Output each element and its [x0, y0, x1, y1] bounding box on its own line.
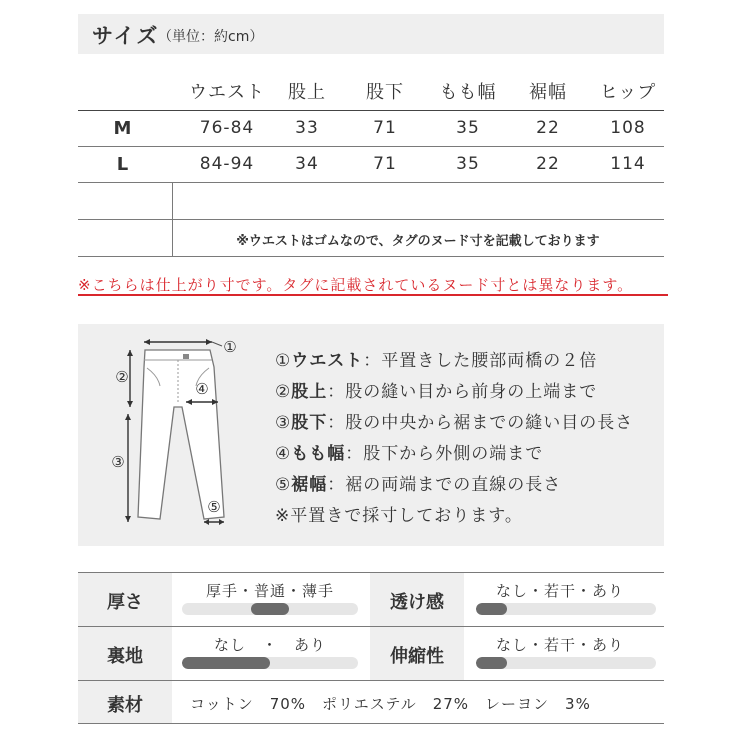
lining-label: 裏地: [107, 646, 143, 667]
table-cell: 108: [610, 118, 646, 138]
row-size-l: L: [116, 154, 130, 175]
table-cell: 22: [536, 154, 560, 174]
table-divider: [78, 219, 664, 220]
warning-underline: [78, 294, 668, 296]
col-header-rise: 股上: [288, 82, 326, 103]
diagram-marker: ④: [195, 380, 209, 398]
transparency-bar: [476, 603, 656, 615]
thickness-bar-fill: [251, 603, 290, 615]
size-unit: （単位：約cm）: [158, 29, 264, 45]
table-divider: [78, 256, 664, 257]
table-cell: 76-84: [199, 118, 255, 138]
stretch-scale: なし・若干・あり: [495, 636, 624, 654]
material-label: 素材: [107, 695, 143, 716]
measure-item-waist: ①ウエスト：平置きした腰部両橋の２倍: [275, 351, 598, 371]
table-cell: 114: [610, 154, 646, 174]
table-cell: 71: [373, 154, 397, 174]
measure-item-rise: ②股上：股の縫い目から前身の上端まで: [275, 382, 598, 402]
table-divider: [78, 182, 664, 183]
spec-divider: [78, 723, 664, 724]
transparency-scale: なし・若干・あり: [495, 582, 624, 600]
transparency-label: 透け感: [390, 592, 444, 613]
thickness-bar: [182, 603, 358, 615]
table-cell: 84-94: [199, 154, 255, 174]
stretch-bar-fill: [476, 657, 507, 669]
thickness-label: 厚さ: [107, 592, 143, 613]
table-cell: 35: [456, 118, 480, 138]
transparency-bar-fill: [476, 603, 507, 615]
size-title: サイズ: [92, 24, 160, 48]
col-header-inseam: 股下: [366, 82, 404, 103]
table-divider: [78, 110, 664, 111]
diagram-marker: ②: [115, 368, 129, 386]
diagram-marker: ①: [223, 338, 237, 356]
col-header-waist: ウエスト: [189, 82, 265, 103]
table-divider: [78, 146, 664, 147]
diagram-marker: ③: [111, 453, 125, 471]
size-footnote: ※ウエストはゴムなので、タグのヌード寸を記載しております: [236, 234, 600, 249]
col-header-thigh: もも幅: [439, 82, 497, 103]
thickness-scale: 厚手・普通・薄手: [205, 582, 334, 600]
lining-bar: [182, 657, 358, 669]
table-cell: 34: [295, 154, 319, 174]
measure-item-hem: ⑤裾幅：裾の両端までの直線の長さ: [275, 475, 562, 495]
measure-item-thigh: ④もも幅：股下から外側の端まで: [275, 444, 544, 464]
table-cell: 35: [456, 154, 480, 174]
col-header-hip: ヒップ: [599, 82, 657, 103]
col-header-hem: 裾幅: [529, 82, 567, 103]
measure-note: ※平置きで採寸しております。: [275, 506, 523, 526]
stretch-label: 伸縮性: [390, 646, 444, 667]
row-size-m: M: [113, 118, 133, 139]
material-value: コットン 70% ポリエステル 27% レーヨン 3%: [190, 695, 591, 713]
diagram-marker: ⑤: [207, 498, 221, 516]
measure-item-inseam: ③股下：股の中央から裾までの縫い目の長さ: [275, 413, 634, 433]
table-cell: 33: [295, 118, 319, 138]
pants-outline: [138, 350, 224, 519]
pants-diagram: [100, 332, 260, 532]
lining-scale: なし ・ あり: [213, 636, 326, 654]
lining-bar-fill: [182, 657, 270, 669]
stretch-bar: [476, 657, 656, 669]
finished-size-warning: ※こちらは仕上がり寸です。タグに記載されているヌード寸とは異なります。: [78, 276, 634, 294]
table-cell: 71: [373, 118, 397, 138]
pants-button: [183, 354, 189, 359]
table-cell: 22: [536, 118, 560, 138]
